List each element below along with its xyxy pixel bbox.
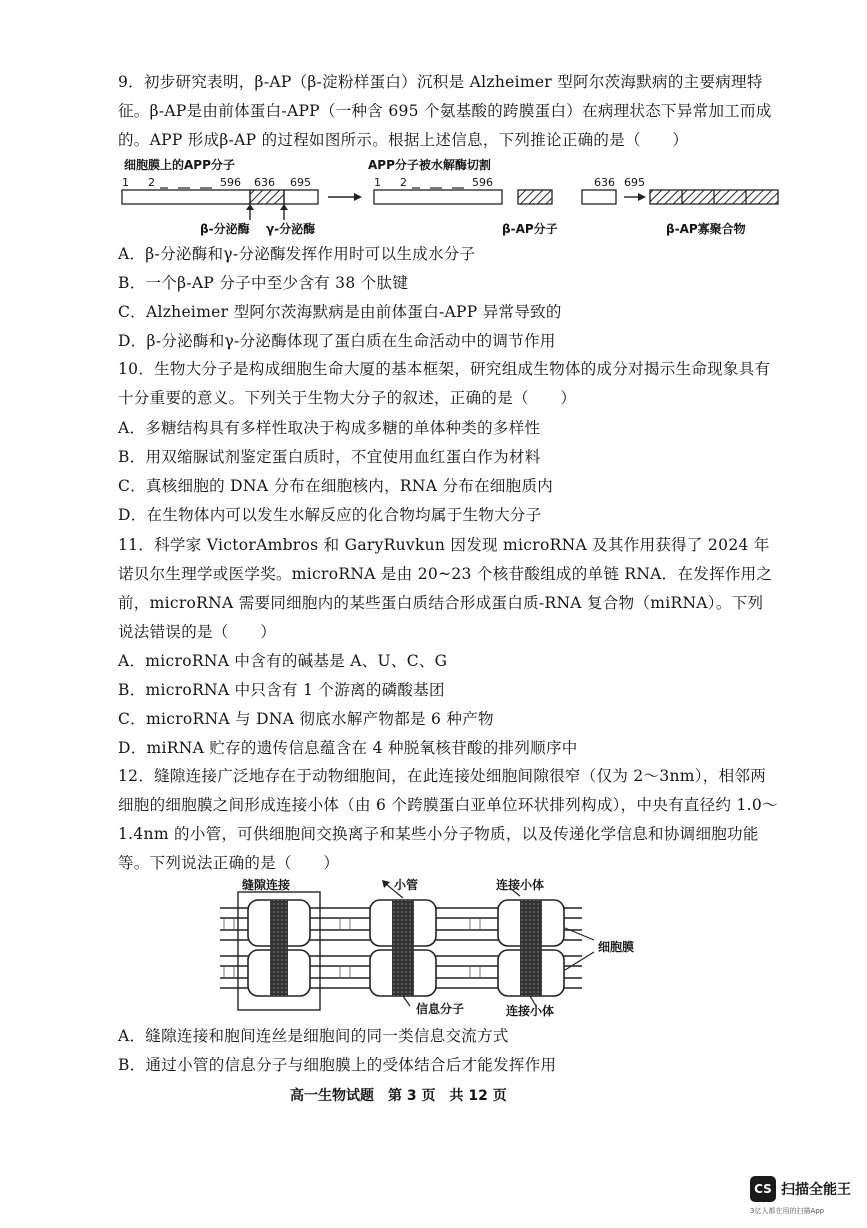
- q9-num: 2: [400, 176, 407, 189]
- q12-connexon: [498, 900, 564, 996]
- q12-option-a: A．缝隙连接和胞间连丝是细胞间的同一类信息交流方式: [118, 1027, 509, 1045]
- q11-option-d: D．miRNA 贮存的遗传信息蕴含在 4 种脱氧核苷酸的排列顺序中: [118, 739, 578, 757]
- q9-option-d: D．β-分泌酶和γ-分泌酶体现了蛋白质在生命活动中的调节作用: [118, 332, 556, 350]
- q9-label-app-cleaved: APP分子被水解酶切割: [368, 158, 491, 172]
- scanner-tagline: 3亿人都在用的扫描App: [750, 1207, 825, 1215]
- q10-option-d: D．在生物体内可以发生水解反应的化合物均属于生物大分子: [118, 506, 542, 524]
- q10-stem: 10．生物大分子是构成细胞生命大厦的基本框架，研究组成生物体的成分对揭示生命现象具有十分重要的意义。下列关于生物大分子的叙述，正确的是（ ）: [118, 360, 771, 407]
- q11-option-c: C．microRNA 与 DNA 彻底水解产物都是 6 种产物: [118, 710, 494, 728]
- q11-stem: 11．科学家 VictorAmbros 和 GaryRuvkun 因发现 microRNA 及其作用获得了 2024 年诺贝尔生理学或医学奖。microRNA 是由 20~23 个核苷酸组成的单链 RNA．在发挥作用之前，microRNA 需要同细胞内的某些蛋白质结合形成蛋白质-RNA 复合物（miRNA）。下列说法错误的是（ ）: [118, 536, 773, 641]
- q9-option-c: C．Alzheimer 型阿尔茨海默病是由前体蛋白-APP 异常导致的: [118, 303, 562, 321]
- q9-ap-segment: [250, 190, 284, 204]
- scanner-watermark: [750, 1176, 850, 1224]
- q12-figure: [220, 878, 690, 1018]
- q12-tube: [392, 900, 414, 996]
- q10-option-b: B．用双缩脲试剂鉴定蛋白质时，不宜使用血红蛋白作为材料: [118, 448, 541, 466]
- q10-option-c: C．真核细胞的 DNA 分布在细胞核内，RNA 分布在细胞质内: [118, 477, 554, 495]
- q10-option-a: A．多糖结构具有多样性取决于构成多糖的单体种类的多样性: [118, 419, 541, 437]
- q12-label-membrane: 细胞膜: [598, 940, 635, 954]
- q12-connexon: [248, 900, 310, 996]
- scanner-logo-icon: CS: [750, 1176, 776, 1202]
- q9-num: 636: [254, 176, 275, 189]
- q12-label-connexon-bottom: 连接小体: [506, 1004, 555, 1018]
- q9-option-b: B．一个β-AP 分子中至少含有 38 个肽键: [118, 274, 409, 292]
- q9-num: 1: [374, 176, 381, 189]
- q9-app-bar: [122, 190, 250, 204]
- q12-option-b: B．通过小管的信息分子与细胞膜上的受体结合后才能发挥作用: [118, 1056, 557, 1074]
- q9-label-beta-secretase: β-分泌酶: [200, 222, 250, 236]
- q9-option-a: A．β-分泌酶和γ-分泌酶发挥作用时可以生成水分子: [118, 245, 476, 263]
- q9-stem: 9．初步研究表明，β-AP（β-淀粉样蛋白）沉积是 Alzheimer 型阿尔茨海默病的主要病理特征。β-AP是由前体蛋白-APP（一种含 695 个氨基酸的跨膜蛋白）在病理状态下异常加工而成的。APP 形成β-AP 的过程如图所示。根据上述信息，下列推论正确的是（ ）: [118, 73, 772, 149]
- q12-connexon: [370, 900, 436, 996]
- q9-label-ap-aggregate: β-AP寡聚合物: [666, 222, 746, 236]
- q9-label-gamma-secretase: γ-分泌酶: [266, 222, 316, 236]
- q9-cleaved-c-terminal: [582, 190, 616, 204]
- page-footer: 高一生物试题 第 3 页 共 12 页: [290, 1088, 507, 1104]
- q9-cleaved-n-terminal: [374, 190, 502, 204]
- q9-num: 1: [122, 176, 129, 189]
- scanner-app-name: 扫描全能王: [781, 1182, 851, 1198]
- q9-num: 695: [624, 176, 645, 189]
- q11-option-b: B．microRNA 中只含有 1 个游离的磷酸基团: [118, 681, 445, 699]
- q12-label-gap-junction: 缝隙连接: [242, 878, 291, 892]
- q9-num: 636: [594, 176, 615, 189]
- q9-label-app-membrane: 细胞膜上的APP分子: [124, 158, 235, 172]
- q12-label-signal-molecule: 信息分子: [416, 1002, 465, 1016]
- q12-label-tube: 小管: [394, 878, 419, 892]
- q9-num: 695: [290, 176, 311, 189]
- q9-gamma-arrow: [280, 204, 288, 210]
- q9-aggregation-arrow: [638, 193, 646, 201]
- q12-stem: 12．缝隙连接广泛地存在于动物细胞间，在此连接处细胞间隙很窄（仅为 2～3nm），相邻两细胞的细胞膜之间形成连接小体（由 6 个跨膜蛋白亚单位环状排列构成），中央有直径约 1.0～1.4nm 的小管，可供细胞间交换离子和某些小分子物质，以及传递化学信息和协调细胞功能等。下列说法正确的是（ ）: [118, 767, 778, 872]
- q11-option-a: A．microRNA 中含有的碱基是 A、U、C、G: [118, 652, 448, 670]
- q9-ap-molecule: [518, 190, 552, 204]
- q9-figure: [120, 154, 780, 236]
- q9-process-arrow: [354, 193, 362, 201]
- q9-num: 2: [148, 176, 155, 189]
- q9-label-ap-molecule: β-AP分子: [502, 222, 558, 236]
- q12-label-connexon-top: 连接小体: [496, 878, 545, 892]
- q9-num: 596: [472, 176, 493, 189]
- q9-app-tail: [284, 190, 318, 204]
- q9-num: 596: [220, 176, 241, 189]
- q9-beta-arrow: [246, 204, 254, 210]
